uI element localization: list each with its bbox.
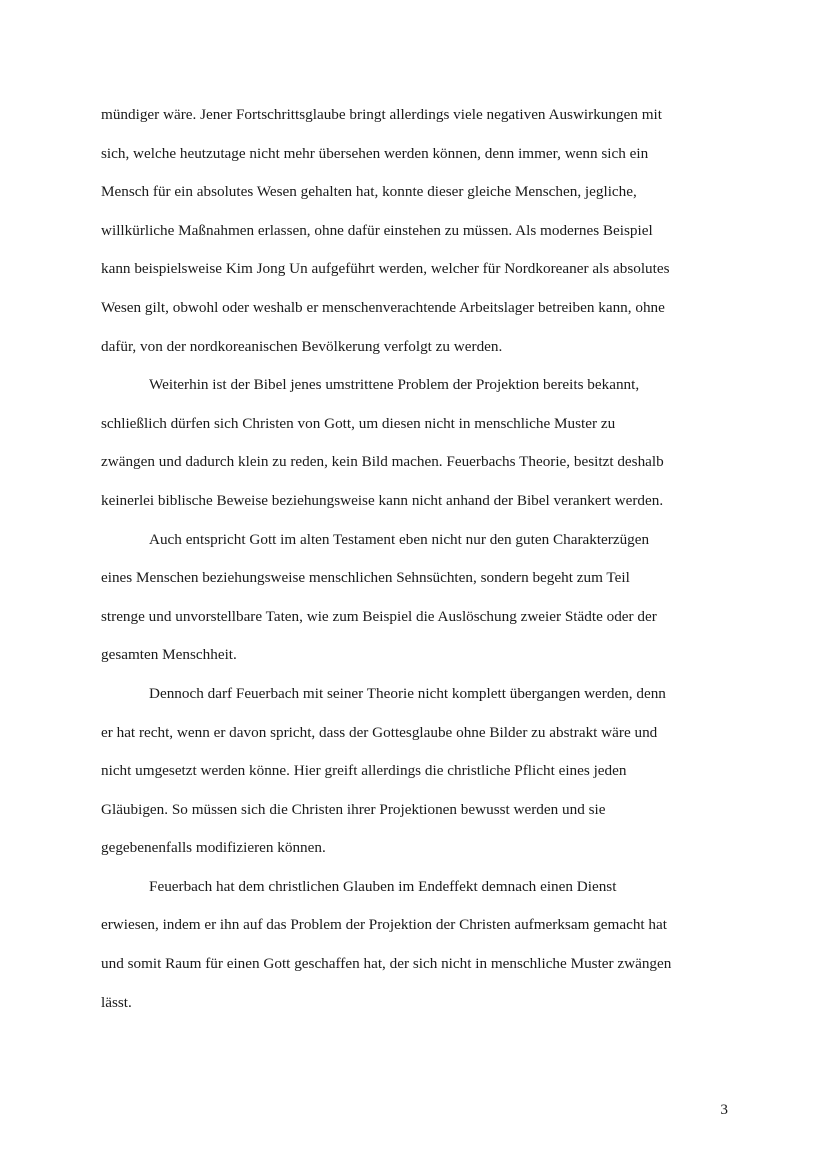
text-line: Gläubigen. So müssen sich die Christen ihrer Projektionen bewusst werden und sie <box>101 800 606 818</box>
text-line: strenge und unvorstellbare Taten, wie zum Beispiel die Auslöschung zweier Städte oder der <box>101 607 657 625</box>
text-line: eines Menschen beziehungsweise menschlichen Sehnsüchten, sondern begeht zum Teil <box>101 569 630 587</box>
text-line: mündiger wäre. Jener Fortschrittsglaube bringt allerdings viele negativen Auswirkungen mit <box>101 106 662 123</box>
text-line: er hat recht, wenn er davon spricht, dass der Gottesglaube ohne Bilder zu abstrakt wäre und <box>101 723 658 741</box>
paragraph-1 <box>101 96 731 366</box>
text-line: Wesen gilt, obwohl oder weshalb er menschenverachtende Arbeitslager betreiben kann, ohne <box>101 298 665 316</box>
paragraph-5 <box>101 868 731 1022</box>
body-text <box>101 96 731 1022</box>
text-line: dafür, von der nordkoreanischen Bevölkerung verfolgt zu werden. <box>101 337 503 355</box>
text-line: gegebenenfalls modifizieren können. <box>101 839 326 857</box>
text-line: Dennoch darf Feuerbach mit seiner Theorie nicht komplett übergangen werden, denn <box>149 684 666 702</box>
text-line: zwängen und dadurch klein zu reden, kein Bild machen. Feuerbachs Theorie, besitzt deshalb <box>101 453 664 471</box>
text-line: nicht umgesetzt werden könne. Hier greift allerdings die christliche Pflicht eines jeden <box>101 762 627 780</box>
text-line: kann beispielsweise Kim Jong Un aufgeführt werden, welcher für Nordkoreaner als absolutes <box>101 260 670 278</box>
paragraph-2 <box>101 366 731 520</box>
paragraph-3 <box>101 521 731 675</box>
text-line: Mensch für ein absolutes Wesen gehalten hat, konnte dieser gleiche Menschen, jegliche, <box>101 183 637 201</box>
text-line: lässt. <box>101 993 132 1011</box>
text-line: schließlich dürfen sich Christen von Gott, um diesen nicht in menschliche Muster zu <box>101 414 616 432</box>
text-line: erwiesen, indem er ihn auf das Problem der Projektion der Christen aufmerksam gemacht hat <box>101 916 667 934</box>
text-line: Weiterhin ist der Bibel jenes umstrittene Problem der Projektion bereits bekannt, <box>149 376 640 394</box>
paragraph-4 <box>101 675 731 868</box>
text-line: Feuerbach hat dem christlichen Glauben im Endeffekt demnach einen Dienst <box>149 877 617 895</box>
text-line: willkürliche Maßnahmen erlassen, ohne dafür einstehen zu müssen. Als modernes Beispiel <box>101 221 653 239</box>
text-line: gesamten Menschheit. <box>101 646 237 664</box>
page-number: 3 <box>720 1101 728 1118</box>
text-line: Auch entspricht Gott im alten Testament eben nicht nur den guten Charakterzügen <box>149 530 650 548</box>
text-line: und somit Raum für einen Gott geschaffen hat, der sich nicht in menschliche Muster zwängen <box>101 955 672 973</box>
text-line: sich, welche heutzutage nicht mehr übersehen werden können, denn immer, wenn sich ein <box>101 144 649 162</box>
text-line: keinerlei biblische Beweise beziehungsweise kann nicht anhand der Bibel verankert werden. <box>101 491 664 509</box>
